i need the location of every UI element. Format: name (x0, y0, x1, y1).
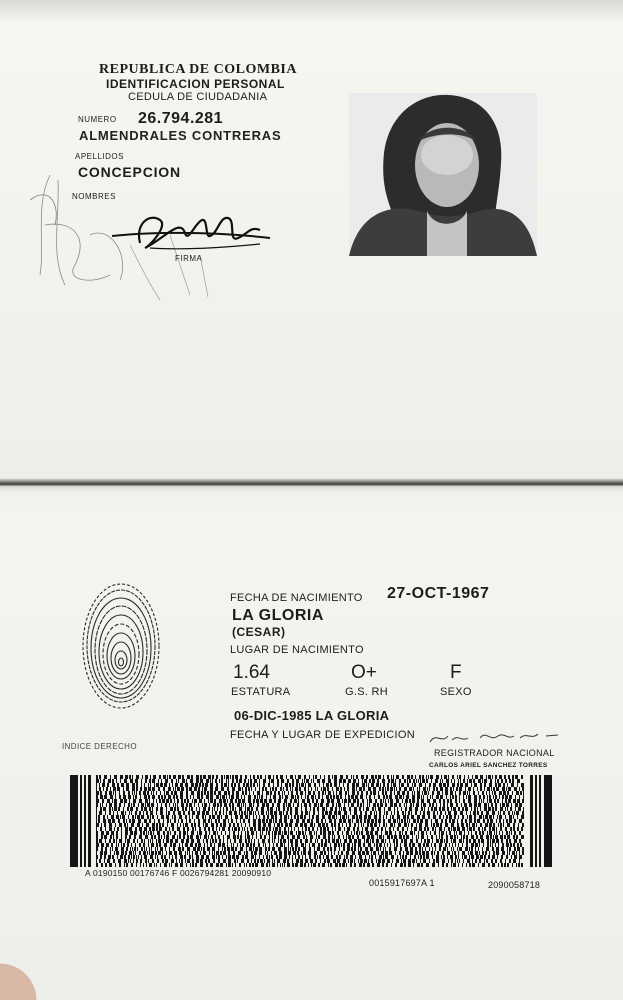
registrar-title: REGISTRADOR NACIONAL (434, 748, 555, 758)
surnames-label: APELLIDOS (75, 152, 124, 161)
header-document-type: CEDULA DE CIUDADANIA (128, 91, 268, 103)
issue-date-place-label: FECHA Y LUGAR DE EXPEDICION (230, 729, 415, 741)
header-republic: REPUBLICA DE COLOMBIA (99, 62, 297, 77)
names-label: NOMBRES (72, 192, 116, 201)
issue-date-place-value: 06-DIC-1985 LA GLORIA (234, 708, 390, 723)
birth-place-value: LA GLORIA (232, 607, 324, 624)
id-number: 26.794.281 (138, 110, 224, 127)
top-shadow (0, 0, 623, 22)
fold-line (0, 478, 623, 492)
registrar-signature (428, 726, 563, 748)
registrar-name: CARLOS ARIEL SANCHEZ TORRES (429, 762, 548, 769)
blood-type-label: G.S. RH (345, 686, 389, 698)
portrait-photo (349, 93, 537, 256)
names-value: CONCEPCION (78, 164, 181, 180)
signature-label: FIRMA (175, 254, 203, 263)
signature-drawing (110, 208, 275, 258)
sex-value: F (450, 662, 462, 683)
height-value: 1.64 (233, 662, 270, 683)
background-corner (0, 955, 40, 1000)
blood-type-value: O+ (351, 662, 377, 683)
birth-date-value: 27-OCT-1967 (387, 585, 490, 602)
birth-place-label: LUGAR DE NACIMIENTO (230, 644, 364, 656)
pdf417-barcode (70, 775, 552, 867)
header-identification: IDENTIFICACION PERSONAL (106, 77, 285, 91)
birth-place-department: (CESAR) (232, 625, 286, 639)
height-label: ESTATURA (231, 686, 291, 698)
fingerprint-label: INDICE DERECHO (62, 742, 137, 751)
birth-date-label: FECHA DE NACIMIENTO (230, 592, 363, 604)
sex-label: SEXO (440, 686, 472, 698)
machine-code-2: 0015917697A 1 (369, 878, 435, 888)
machine-code-1: A 0190150 00176746 F 0026794281 20090910 (85, 868, 272, 878)
machine-code-3: 2090058718 (488, 880, 541, 890)
number-label: NUMERO (78, 115, 117, 124)
barcode-graphic (70, 775, 552, 867)
portrait-image (349, 93, 537, 256)
surnames-value: ALMENDRALES CONTRERAS (79, 128, 282, 143)
fingerprint-image (80, 580, 162, 712)
